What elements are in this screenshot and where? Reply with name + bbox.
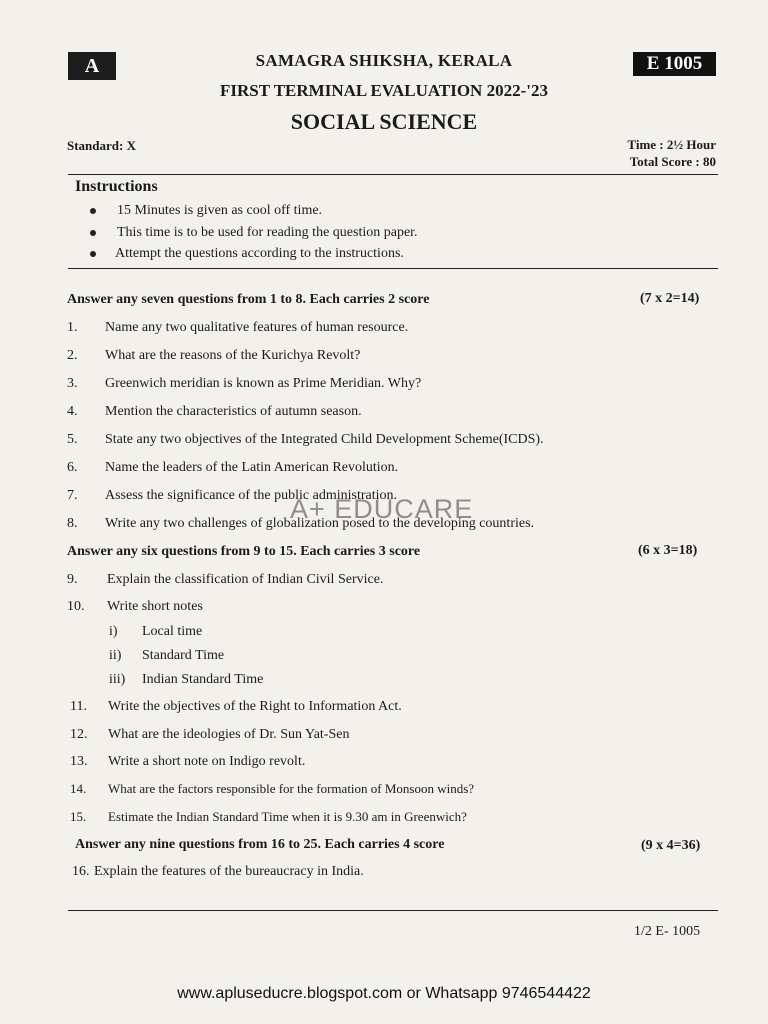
watermark: A+ EDUCARE — [290, 494, 474, 524]
question-text: Write a short note on Indigo revolt. — [108, 754, 306, 769]
question-text: Explain the features of the bureaucracy in India. — [94, 864, 364, 879]
question-number: 2. — [67, 348, 78, 363]
subitem-text: Standard Time — [142, 648, 225, 663]
question-number: 16. — [72, 864, 90, 879]
question-number: 13. — [70, 754, 88, 769]
time-label: Time : 2½ Hour — [627, 137, 716, 152]
subject-title: SOCIAL SCIENCE — [290, 109, 478, 134]
instruction-item: This time is to be used for reading the question paper. — [117, 225, 418, 241]
subitem-number: ii) — [109, 648, 122, 663]
question-text: Assess the significance of the public administration. — [105, 488, 397, 503]
page-number: 1/2 E- 1005 — [634, 924, 701, 939]
question-number: 11. — [70, 699, 87, 714]
paper-code-badge: E 1005 — [633, 52, 716, 76]
standard-label: Standard: X — [67, 138, 136, 153]
question-text: Greenwich meridian is known as Prime Meridian. Why? — [105, 376, 422, 391]
question-number: 9. — [67, 572, 78, 587]
instruction-item: Attempt the questions according to the instructions. — [115, 246, 404, 262]
bullet-icon — [90, 230, 96, 236]
section-marks: (9 x 4=36) — [641, 838, 701, 853]
section-marks: (6 x 3=18) — [638, 543, 698, 558]
question-number: 6. — [67, 460, 78, 475]
question-number: 5. — [67, 432, 78, 447]
question-number: 4. — [67, 404, 78, 419]
bullet-icon — [90, 208, 96, 214]
question-number: 10. — [67, 599, 85, 614]
question-text: Explain the classification of Indian Civil Service. — [107, 572, 384, 587]
question-text: State any two objectives of the Integrated Child Development Scheme(ICDS). — [105, 432, 544, 447]
subitem-number: iii) — [109, 672, 126, 687]
organization-title: SAMAGRA SHIKSHA, KERALA — [255, 51, 513, 70]
question-number: 3. — [67, 376, 78, 391]
question-text: What are the reasons of the Kurichya Revolt? — [105, 348, 361, 363]
section-heading: Answer any seven questions from 1 to 8. Each carries 2 score — [67, 292, 430, 307]
question-text: Write the objectives of the Right to Information Act. — [108, 699, 402, 714]
website-contact-footer: www.apluseducre.blogspot.com or Whatsapp 9746544422 — [177, 985, 591, 1002]
question-text: Name any two qualitative features of human resource. — [105, 320, 409, 335]
question-text: What are the factors responsible for the formation of Monsoon winds? — [108, 781, 475, 796]
question-number: 7. — [67, 488, 78, 503]
subitem-text: Local time — [142, 624, 203, 639]
exam-title: FIRST TERMINAL EVALUATION 2022-'23 — [220, 81, 548, 100]
paper-set-badge: A — [68, 52, 116, 80]
footer-divider — [68, 910, 718, 911]
question-text: Mention the characteristics of autumn season. — [105, 404, 362, 419]
instructions-divider — [68, 268, 718, 269]
section-marks: (7 x 2=14) — [640, 291, 700, 306]
total-score-label: Total Score : 80 — [629, 154, 716, 169]
question-number: 12. — [70, 727, 88, 742]
question-number: 1. — [67, 320, 78, 335]
bullet-icon — [90, 251, 96, 257]
question-text: Name the leaders of the Latin American Revolution. — [105, 460, 399, 475]
question-number: 15. — [70, 809, 87, 824]
section-heading: Answer any nine questions from 16 to 25. Each carries 4 score — [75, 837, 445, 852]
question-number: 8. — [67, 516, 78, 531]
subitem-text: Indian Standard Time — [142, 672, 264, 687]
question-text: Estimate the Indian Standard Time when it is 9.30 am in Greenwich? — [108, 809, 467, 824]
subitem-number: i) — [109, 624, 118, 639]
header-divider — [68, 174, 718, 175]
section-heading: Answer any six questions from 9 to 15. Each carries 3 score — [67, 544, 421, 559]
question-number: 14. — [70, 781, 87, 796]
instruction-item: 15 Minutes is given as cool off time. — [117, 203, 322, 219]
instructions-title: Instructions — [75, 178, 158, 195]
question-text: Write short notes — [107, 599, 203, 614]
question-text: What are the ideologies of Dr. Sun Yat-Sen — [108, 727, 350, 742]
question-text: Write any two challenges of globalization posed to the developing countries. — [105, 516, 535, 531]
